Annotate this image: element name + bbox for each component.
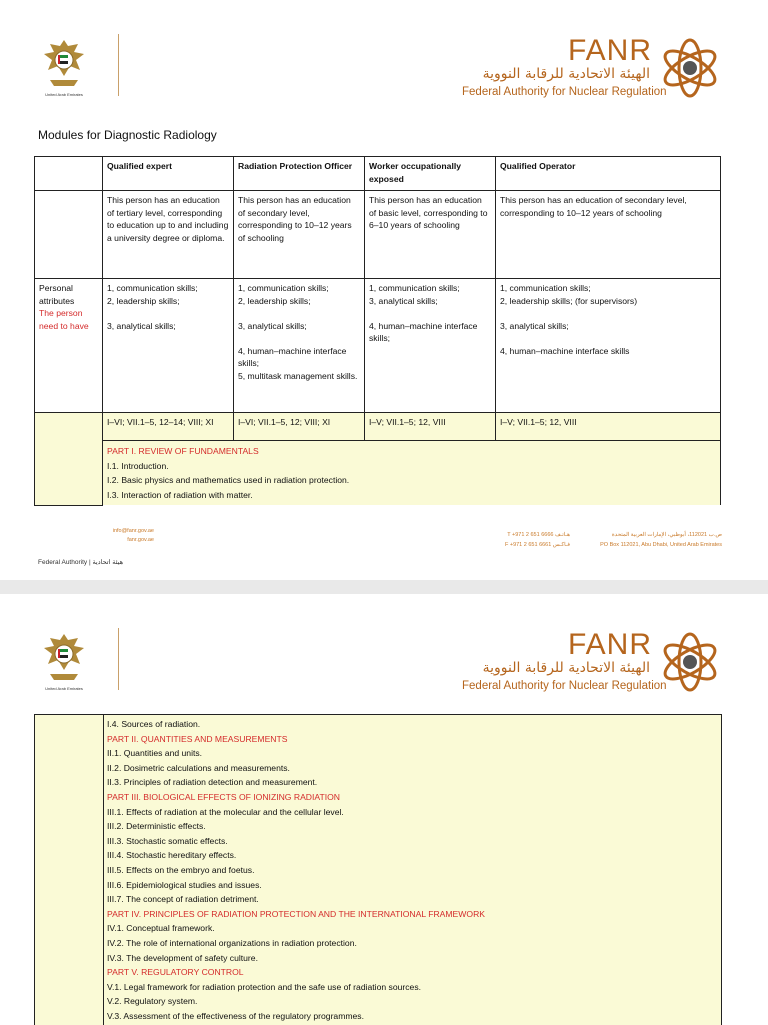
attribute-item: 4, human–machine interface skills; — [369, 320, 478, 343]
syllabus-list — [107, 717, 707, 1023]
document-title: Modules for Diagnostic Radiology — [38, 128, 217, 142]
attribute-item: 2, leadership skills; — [238, 295, 311, 306]
attributes-cell-qe — [103, 279, 234, 413]
attribute-spacer — [107, 307, 229, 320]
syllabus-heading: PART I. REVIEW OF FUNDAMENTALS — [107, 446, 259, 456]
syllabus-item: V.1. Legal framework for radiation protection and the safe use of radiation sources. — [107, 981, 422, 992]
syllabus-item: I.3. Interaction of radiation with matter. — [107, 489, 253, 500]
header-divider — [118, 34, 119, 96]
education-label-cell — [35, 191, 103, 279]
syllabus-row — [35, 441, 721, 506]
attribute-item: 1, communication skills; — [500, 283, 591, 293]
attribute-item: 3, analytical skills; — [107, 320, 176, 331]
syllabus-heading: PART II. QUANTITIES AND MEASUREMENTS — [107, 733, 288, 744]
table-header-row — [35, 157, 721, 191]
footer-brand: Federal Authority | هيئة اتحادية — [38, 559, 124, 566]
syllabus-item: III.7. The concept of radiation detriment. — [107, 894, 259, 905]
attribute-item: 1, communication skills; — [238, 283, 329, 293]
attribute-item: 4, human–machine interface skills — [500, 345, 630, 356]
syllabus-item: IV.2. The role of international organizations in radiation protection. — [107, 937, 357, 948]
footer-po-box — [572, 530, 722, 550]
fanr-arabic-name: الهيئة الاتحادية للرقابة النووية — [482, 660, 650, 676]
attribute-item: 3, analytical skills; — [369, 295, 438, 306]
education-cell: This person has an education of secondary level, corresponding to 10–12 years of schooling — [496, 191, 721, 279]
header-cell-qualified-operator: Qualified Operator — [496, 157, 721, 191]
uae-emblem-icon — [38, 630, 90, 686]
syllabus-heading: PART III. BIOLOGICAL EFFECTS OF IONIZING RADIATION — [107, 791, 341, 802]
attribute-item: 1, communication skills; — [107, 283, 198, 293]
syllabus-item: III.4. Stochastic hereditary effects. — [107, 850, 237, 861]
footer-phones — [484, 530, 570, 550]
syllabus-left-cell — [35, 715, 104, 1025]
fanr-english-name: Federal Authority for Nuclear Regulation — [462, 680, 667, 692]
attribute-item: 4, human–machine interface skills; — [238, 345, 347, 368]
syllabus-heading: PART IV. PRINCIPLES OF RADIATION PROTECTION AND THE INTERNATIONAL FRAMEWORK — [107, 908, 486, 919]
syllabus-item: II.1. Quantities and units. — [107, 748, 203, 759]
syllabus-item: V.2. Regulatory system. — [107, 996, 198, 1007]
footer-po-arabic: ص.ب 112021، أبوظبي، الإمارات العربية المتحدة — [611, 532, 722, 538]
attributes-label-cell — [35, 279, 103, 413]
modules-cell: I–V; VII.1–5; 12, VIII — [365, 413, 496, 441]
attribute-spacer — [500, 332, 716, 345]
emblem-caption: United Arab Emirates — [45, 92, 83, 97]
syllabus-item: IV.3. The development of safety culture. — [107, 952, 258, 963]
attribute-item: 2, leadership skills; (for supervisors) — [500, 295, 638, 306]
syllabus-item: V.3. Assessment of the effectiveness of the regulatory programmes. — [107, 1010, 364, 1021]
education-cell: This person has an education of basic level, corresponding to 6–10 years of schooling — [365, 191, 496, 279]
fanr-logo-text: FANR — [568, 34, 653, 67]
attribute-item: 3, analytical skills; — [500, 320, 569, 331]
syllabus-item: III.3. Stochastic somatic effects. — [107, 835, 228, 846]
attribute-item: 1, communication skills; — [369, 283, 460, 293]
footer-po-english: PO Box 112021, Abu Dhabi, United Arab Emirates — [600, 542, 722, 548]
footer-email: info@fanr.gov.ae — [112, 528, 154, 534]
education-cell: This person has an education of tertiary level, corresponding to education up to and including a university degree or diploma. — [103, 191, 234, 279]
header-cell-worker: Worker occupationally exposed — [365, 157, 496, 191]
header-cell-qualified-expert: Qualified expert — [103, 157, 234, 191]
modules-cell: I–VI; VII.1–5, 12; VIII; XI — [234, 413, 365, 441]
footer-phone-t: T +971 2 651 6666 هـاتـف — [507, 532, 570, 538]
modules-label-cell — [35, 413, 103, 506]
attribute-spacer — [238, 332, 360, 345]
education-row — [35, 191, 721, 279]
attribute-item: 5, multitask management skills. — [238, 370, 358, 381]
attributes-cell-rpo — [234, 279, 365, 413]
syllabus-item: III.5. Effects on the embryo and foetus. — [107, 864, 255, 875]
footer-web: fanr.gov.ae — [127, 537, 154, 543]
header-cell-rpo: Radiation Protection Officer — [234, 157, 365, 191]
footer-phone-f: F +971 2 651 6661 فـاكـس — [504, 542, 570, 548]
syllabus-heading: PART V. REGULATORY CONTROL — [107, 967, 244, 978]
uae-emblem-icon — [38, 36, 90, 92]
footer-contact — [96, 527, 154, 545]
attributes-note: The person need to have — [39, 308, 89, 331]
syllabus-item: I.1. Introduction. — [107, 460, 169, 471]
attributes-label: Personal attributes — [39, 283, 75, 306]
syllabus-item: I.4. Sources of radiation. — [107, 719, 201, 729]
modules-cell: I–VI; VII.1–5, 12–14; VIII; XI — [103, 413, 234, 441]
syllabus-table-continued — [34, 714, 722, 1025]
attribute-item: 2, leadership skills; — [107, 295, 180, 306]
modules-row — [35, 413, 721, 441]
header-cell-empty — [35, 157, 103, 191]
attributes-cell-operator — [496, 279, 721, 413]
attribute-spacer — [369, 307, 491, 320]
syllabus-item: II.3. Principles of radiation detection and measurement. — [107, 777, 318, 788]
emblem-caption: United Arab Emirates — [45, 686, 83, 691]
syllabus-item: I.2. Basic physics and mathematics used in radiation protection. — [107, 475, 350, 486]
fanr-arabic-name: الهيئة الاتحادية للرقابة النووية — [482, 66, 650, 82]
attribute-spacer — [238, 307, 360, 320]
fanr-atom-logo-icon — [658, 36, 722, 100]
fanr-atom-logo-icon — [658, 630, 722, 694]
attributes-row — [35, 279, 721, 413]
attributes-cell-worker — [365, 279, 496, 413]
attribute-spacer — [500, 307, 716, 320]
modules-table — [34, 156, 721, 506]
syllabus-cell — [103, 441, 721, 506]
fanr-logo-text: FANR — [568, 628, 653, 661]
syllabus-item: III.6. Epidemiological studies and issues. — [107, 879, 262, 890]
syllabus-item: IV.1. Conceptual framework. — [107, 923, 215, 934]
document-page-2 — [0, 594, 768, 1024]
fanr-english-name: Federal Authority for Nuclear Regulation — [462, 86, 667, 98]
syllabus-item: III.1. Effects of radiation at the molecular and the cellular level. — [107, 806, 344, 817]
education-cell: This person has an education of secondary level, corresponding to 10–12 years of schooling — [234, 191, 365, 279]
header-divider — [118, 628, 119, 690]
attribute-item: 3, analytical skills; — [238, 320, 307, 331]
syllabus-item: III.2. Deterministic effects. — [107, 821, 206, 832]
syllabus-item: II.2. Dosimetric calculations and measurements. — [107, 762, 290, 773]
modules-cell: I–V; VII.1–5; 12, VIII — [496, 413, 721, 441]
page-gap — [0, 580, 768, 594]
